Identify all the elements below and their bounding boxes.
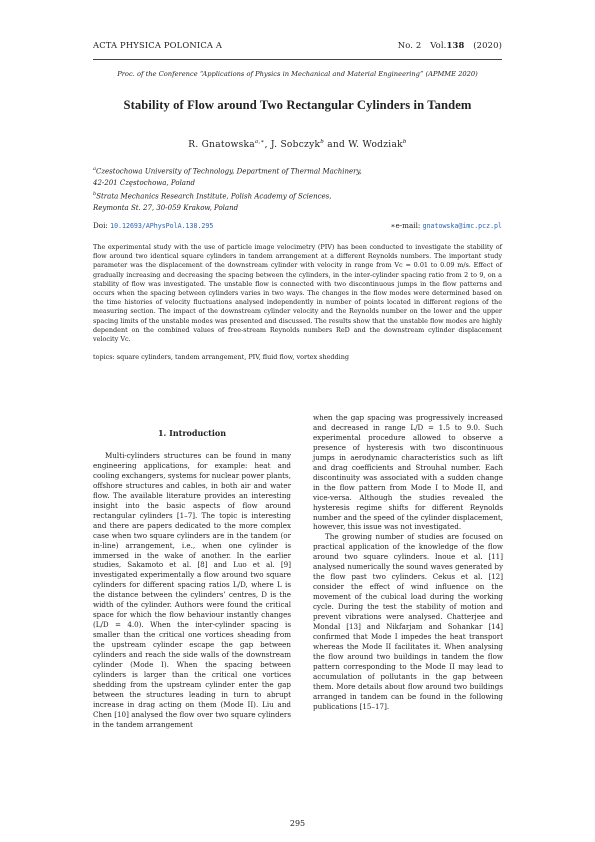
affiliation-mark: b: [93, 190, 97, 197]
doi-label: Doi:: [93, 221, 108, 230]
author-name: J. Sobczyk: [270, 140, 321, 150]
issue-info: [392, 40, 502, 50]
page-number: 295: [289, 819, 306, 828]
affiliations: [93, 164, 502, 214]
volume-number: 138: [446, 40, 465, 50]
affiliation-a-line1: [93, 164, 502, 178]
email-link[interactable]: gnatowska@imc.pcz.pl: [422, 222, 502, 230]
header-rule: [93, 59, 502, 60]
author-name: R. Gnatowska: [188, 140, 255, 150]
author-affiliation-mark: a,∗: [254, 139, 265, 145]
topics: topics: square cylinders, tandem arrangement, PIV, fluid flow, vortex shedding: [93, 353, 349, 361]
right-column: [313, 413, 503, 712]
affiliation-mark: a: [93, 166, 96, 172]
affiliation-a-line2: 42-201 Częstochowa, Poland: [93, 178, 195, 187]
doi: [93, 221, 213, 230]
year: (2020): [473, 40, 502, 50]
paragraph: The growing number of studies are focused on practical application of the knowledge of the flow around two square cylinders. Inoue et al. [11] analysed numerically the sound waves generated by the flow past two cylinders. Cekus et al. [12] consider the effect of wind influence on the movement of the cubical load during the working cycle. During the test the stability of motion and prevent vibrations were analysed. Chatterjee and Mondal [13] and Nikfarjam and Sohankar [14] confirmed that Mode I impedes the heat transport whereas the Mode II facilitates it. When analysing the flow around two buildings in tandem the flow pattern corresponding to the Mode II may lead to accumulation of pollutants in the gap between them. More details about flow around two buildings arranged in tandem can be found in the following publications [15–17].: [313, 532, 503, 711]
affiliation-text: Czestochowa University of Technology, Department of Thermal Machinery,: [95, 167, 362, 176]
affiliation-text: Strata Mechanics Research Institute, Polish Academy of Sciences,: [96, 192, 332, 201]
author-affiliation-mark: b: [320, 139, 325, 145]
affiliation-b-line2: Reymonta St. 27, 30-059 Krakow, Poland: [93, 203, 239, 212]
paragraph: when the gap spacing was progressively increased and decreased in range L/D = 1.5 to 9.0. Such experimental procedure allowed to observe a presence of hysteresis with two discontinuous jumps in aerodynamic characteristics such as lift and drag coefficients and Strouhal number. Each discontinuity was associated with a sudden change in the flow pattern from Mode I to Mode II, and vice-versa. Although the studies revealed the hysteresis regime shifts for different Reynolds number and the speed of the cylinder displacement, however, this issue was not investigated.: [313, 413, 503, 532]
doi-link[interactable]: 10.12693/APhysPolA.138.295: [110, 222, 214, 230]
left-column: [93, 451, 291, 730]
author-affiliation-mark: b: [402, 139, 407, 145]
section-heading: 1. Introduction: [157, 428, 227, 438]
abstract: The experimental study with the use of particle image velocimetry (PIV) has been conducted to investigate the stability of flow around two identical square cylinders in tandem arrangement at a different Reynolds numbers. The important study parameter was the displacement of the downstream cylinder with velocity in range from Vc = 0.01 to 0.09 m/s. Effect of gradually increasing and decreasing the spacing between the cylinders, in the inter-cylinder spacing ratio from 2 to 9, on a stability of flow was investigated. The unstable flow is connected with two discontinuous jumps in the flow patterns and occurs when the spacing between cylinders varies in two ways. The changes in the flow modes were determined based on the time histories of velocity fluctuations analysed independently in number of points located in different regions of the measuring section. The impact of the downstream cylinder velocity and the Reynolds number on the lower and the upper spacing limits of the unstable modes was presented and discussed. The results show that the unstable flow modes are highly dependent on the combined values of free-stream Reynolds numbers ReD and the downstream cylinder displacement velocity Vc.: [93, 243, 502, 344]
doi-email-line: [93, 221, 502, 230]
author-separator: ,: [264, 140, 271, 150]
author-list: [60, 139, 535, 150]
issue-number: No. 2: [397, 40, 422, 50]
email: [391, 221, 502, 230]
running-head: [93, 40, 502, 50]
paragraph: Multi-cylinders structures can be found in many engineering applications, for example: heat and cooling exchangers, systems for nuclear power plants, offshore structures and cables, in both air and water flow. The available literature provides an interesting insight into the basic aspects of flow around rectangular cylinders [1–7]. The topic is interesting and there are papers dedicated to the more complex case when two square cylinders are in the tandem (or in-line) arrangement, i.e., when one cylinder is immersed in the wake of another. In the earlier studies, Sakamoto et al. [8] and Luo et al. [9] investigated experimentally a flow around two square cylinders for different spacing ratios L/D, where L is the distance between the cylinders’ centres, D is the width of the cylinder. Authors were found the critical space for which the flow behaviour instantly changes (L/D = 4.0). When the inter-cylinder spacing is smaller than the critical one vortices sheading from the upstream cylinder escape the gap between cylinders and reach the side walls of the downstream cylinder (Mode I). When the spacing between cylinders is larger than the critical one vortices shedding from the upstream cylinder enter the gap between the structures leading in turn to abrupt increase in drag acting on them (Mode II). Liu and Chen [10] analysed the flow over two square cylinders in the tandem arrangement: [93, 451, 291, 729]
paper-title: Stability of Flow around Two Rectangular Cylinders in Tandem: [123, 98, 472, 112]
affiliation-b-line1: [93, 189, 502, 203]
journal-name: ACTA PHYSICA POLONICA A: [93, 40, 223, 50]
author-separator: and: [324, 140, 349, 150]
author-name: W. Wodziak: [348, 140, 403, 150]
conference-line: Proc. of the Conference “Applications of Physics in Mechanical and Material Engineering” (APMME 2020): [117, 70, 478, 78]
volume-label: Vol.: [430, 40, 447, 50]
email-label: ∗e-mail:: [390, 221, 421, 230]
